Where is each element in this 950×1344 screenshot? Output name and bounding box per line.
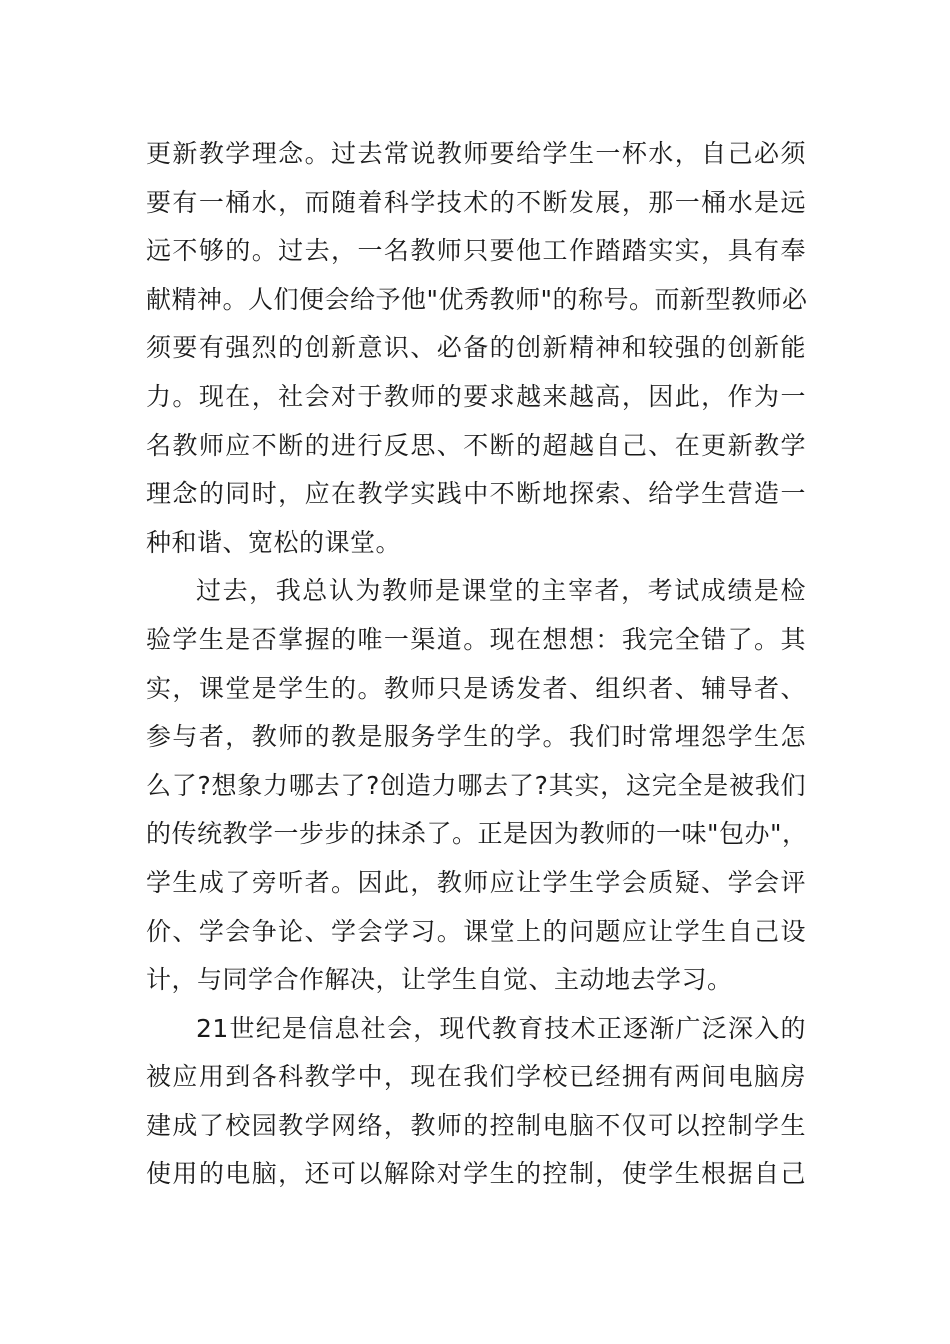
text-line: 的传统教学一步步的抹杀了。正是因为教师的一味"包办"，: [146, 819, 808, 849]
text-line: 验学生是否掌握的唯一渠道。现在想想：我完全错了。其: [146, 624, 806, 654]
text-line: 使用的电脑，还可以解除对学生的控制，使学生根据自己: [146, 1159, 806, 1189]
text-line: 么了?想象力哪去了?创造力哪去了?其实，这完全是被我们: [146, 770, 806, 800]
text-line: 要有一桶水，而随着科学技术的不断发展，那一桶水是远: [146, 187, 806, 217]
document-body: [146, 130, 806, 1199]
paragraph: [146, 130, 806, 567]
text-line: 建成了校园教学网络，教师的控制电脑不仅可以控制学生: [146, 1110, 806, 1140]
text-line: 须要有强烈的创新意识、必备的创新精神和较强的创新能: [146, 333, 806, 363]
text-line: 过去，我总认为教师是课堂的主宰者，考试成绩是检: [196, 576, 806, 606]
text-line: 实，课堂是学生的。教师只是诱发者、组织者、辅导者、: [146, 673, 806, 703]
text-line: 参与者，教师的教是服务学生的学。我们时常埋怨学生怎: [146, 722, 806, 752]
text-line: 更新教学理念。过去常说教师要给学生一杯水，自己必须: [146, 139, 806, 168]
text-line: 价、学会争论、学会学习。课堂上的问题应让学生自己设: [146, 916, 806, 946]
text-line: 被应用到各科教学中，现在我们学校已经拥有两间电脑房: [146, 1062, 806, 1092]
text-line: 远不够的。过去，一名教师只要他工作踏踏实实，具有奉: [146, 236, 806, 266]
text-line: 21世纪是信息社会，现代教育技术正逐渐广泛深入的: [196, 1013, 806, 1043]
text-line: 力。现在，社会对于教师的要求越来越高，因此，作为一: [146, 381, 806, 411]
text-line: 名教师应不断的进行反思、不断的超越自己、在更新教学: [146, 430, 806, 460]
text-line: 计，与同学合作解决，让学生自觉、主动地去学习。: [146, 965, 733, 995]
paragraph: [146, 1005, 806, 1199]
text-line: 理念的同时，应在教学实践中不断地探索、给学生营造一: [146, 479, 806, 509]
text-line: 献精神。人们便会给予他"优秀教师"的称号。而新型教师必: [146, 284, 808, 314]
text-line: 学生成了旁听者。因此，教师应让学生学会质疑、学会评: [146, 867, 806, 897]
paragraph: [146, 567, 806, 1004]
text-line: 种和谐、宽松的课堂。: [146, 527, 402, 557]
